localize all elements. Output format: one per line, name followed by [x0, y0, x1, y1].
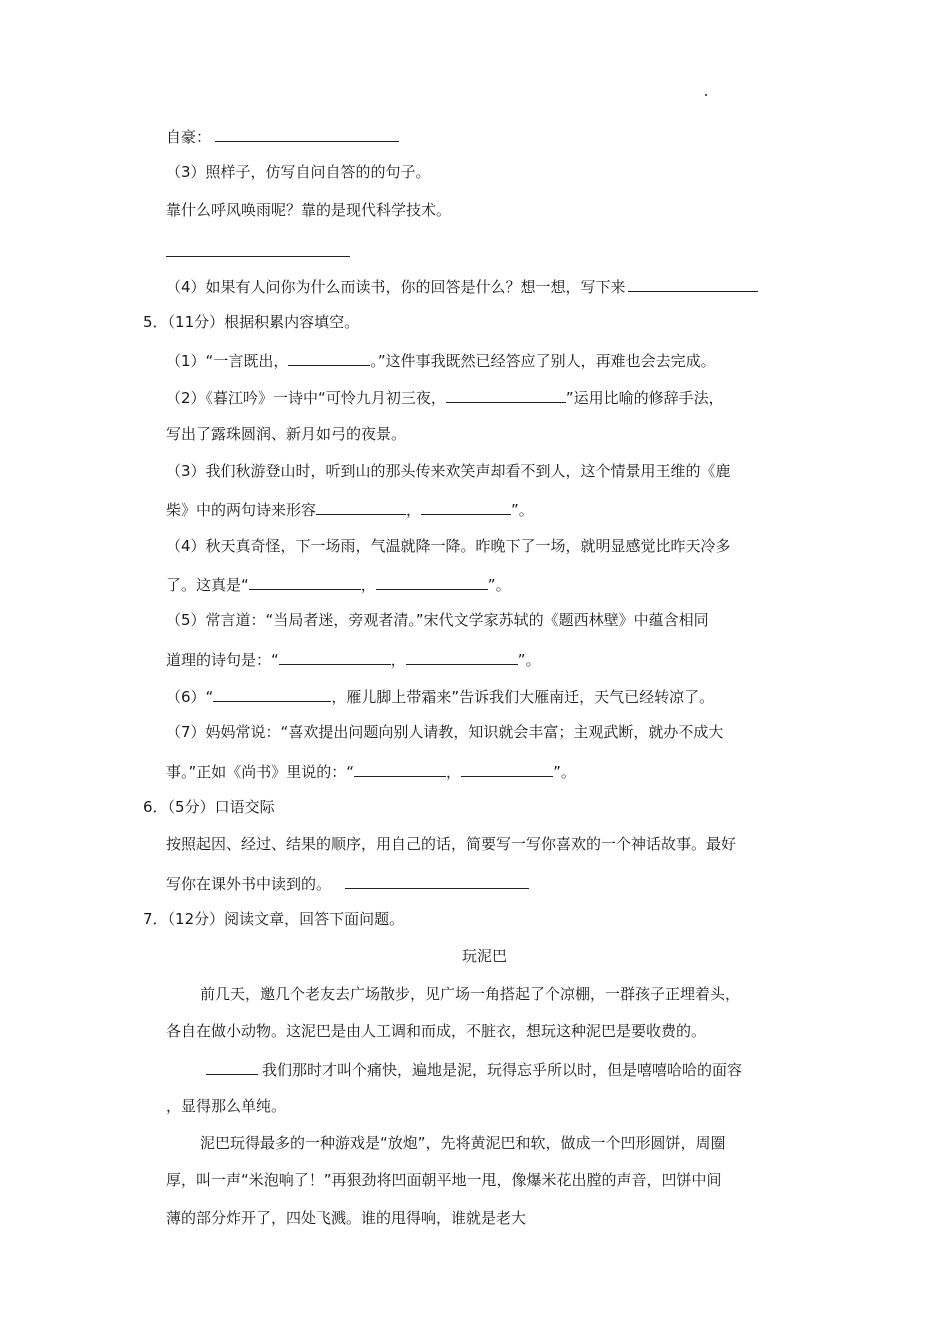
text: 写你在课外书中读到的。 [166, 875, 332, 893]
text: （4）如果有人问你为什么而读书，你的回答是什么？想一想，写下来 [166, 278, 626, 296]
answer-blank[interactable] [288, 349, 370, 366]
line-5-3-cont [166, 498, 534, 520]
line-5-4-cont [166, 573, 511, 595]
text: ”运用比喻的修辞手法， [565, 389, 724, 407]
article-title: 玩泥巴 [462, 947, 508, 965]
line-5-5: （5）常言道：“当局者迷，旁观者清。”宋代文学家苏轼的《题西林壁》中蕴含相同 [166, 611, 709, 629]
answer-blank[interactable] [376, 573, 488, 590]
line-5-1 [166, 349, 716, 371]
text: ”。 [517, 651, 541, 669]
text: ”。 [553, 763, 576, 781]
line-pride [166, 125, 399, 147]
answer-blank[interactable] [421, 498, 511, 515]
paragraph-1-line-2: 各自在做小动物。这泥巴是由人工调和而成，不脏衣，想玩这种泥巴是要收费的。 [166, 1022, 707, 1040]
answer-blank[interactable] [446, 386, 566, 403]
line-5-6 [166, 685, 714, 707]
answer-blank[interactable] [406, 648, 518, 665]
question-6: 6．（5分）口语交际 [143, 798, 275, 816]
line-5-3: （3）我们秋游登山时，听到山的那头传来欢笑声却看不到人，这个情景用王维的《鹿 [166, 462, 731, 480]
text: 了。这真是“ [166, 576, 249, 594]
text: ”。 [511, 501, 534, 519]
question-7: 7．（12分）阅读文章，回答下面问题。 [143, 910, 405, 928]
answer-blank[interactable] [206, 1058, 258, 1075]
paragraph-3-line-3: 薄的部分炸开了，四处飞溅。谁的甩得响，谁就是老大 [166, 1209, 527, 1227]
line-6-b [166, 872, 529, 894]
text: 自豪： [166, 128, 212, 146]
text: （2）《暮江吟》一诗中“可怜九月初三夜， [166, 389, 446, 407]
question-5: 5．（11分）根据积累内容填空。 [143, 313, 360, 331]
text: （6）“ [166, 688, 214, 706]
paragraph-3-line-1: 泥巴玩得最多的一种游戏是“放炮”，先将黄泥巴和软，做成一个凹形圆饼，周圈 [200, 1134, 726, 1152]
text: 柴》中的两句诗来形容 [166, 501, 317, 519]
paragraph-1-line-1: 前几天，邀几个老友去广场散步，见广场一角搭起了个凉棚，一群孩子正埋着头， [200, 985, 741, 1003]
answer-blank[interactable] [213, 685, 331, 702]
text: 事。”正如《尚书》里说的：“ [166, 763, 355, 781]
line-5-2 [166, 386, 724, 408]
line-5-7-cont [166, 760, 576, 782]
answer-blank[interactable] [215, 125, 399, 142]
line-q4 [166, 275, 758, 297]
answer-blank[interactable] [279, 648, 391, 665]
text: ， [360, 576, 376, 594]
answer-blank[interactable] [354, 760, 446, 777]
line-6-a: 按照起因、经过、结果的顺序，用自己的话，简要写一写你喜欢的一个神话故事。最好 [166, 835, 737, 853]
line-example-blank [166, 240, 350, 262]
line-5-7: （7）妈妈常说：“喜欢提出问题向别人请教，知识就会丰富；主观武断，就办不成大 [166, 723, 724, 741]
text: 。”这件事我既然已经答应了别人，再难也会去完成。 [370, 352, 716, 370]
text: 道理的诗句是：“ [166, 651, 279, 669]
text: （1）“一言既出， [166, 352, 289, 370]
answer-blank[interactable] [345, 872, 529, 889]
line-5-2-cont: 写出了露珠圆润、新月如弓的夜景。 [166, 425, 407, 443]
text: ， [406, 501, 422, 519]
answer-blank[interactable] [316, 498, 406, 515]
answer-blank[interactable] [249, 573, 361, 590]
answer-blank[interactable] [628, 275, 758, 292]
text: ， [446, 763, 462, 781]
paragraph-3-line-2: 厚，叫一声“米泡响了！”再狠劲将凹面朝平地一甩，像爆米花出膛的声音，凹饼中间 [166, 1171, 722, 1189]
page-mark [705, 94, 707, 96]
paragraph-2-line-1 [206, 1058, 742, 1080]
line-5-4: （4）秋天真奇怪，下一场雨，气温就降一降。昨晚下了一场，就明显感觉比昨天冷多 [166, 537, 731, 555]
text: 我们那时才叫个痛快，遍地是泥，玩得忘乎所以时，但是嘻嘻哈哈的面容 [262, 1061, 743, 1079]
text: ，雁儿脚上带霜来”告诉我们大雁南迁，天气已经转凉了。 [331, 688, 715, 706]
line-5-5-cont [166, 648, 541, 670]
line-q3: （3）照样子，仿写自问自答的的句子。 [166, 163, 431, 181]
paragraph-2-line-2: ，显得那么单纯。 [166, 1097, 287, 1115]
answer-blank[interactable] [461, 760, 553, 777]
text: ， [390, 651, 406, 669]
answer-blank[interactable] [166, 240, 350, 257]
line-example: 靠什么呼风唤雨呢？靠的是现代科学技术。 [166, 201, 452, 219]
text: ”。 [487, 576, 511, 594]
